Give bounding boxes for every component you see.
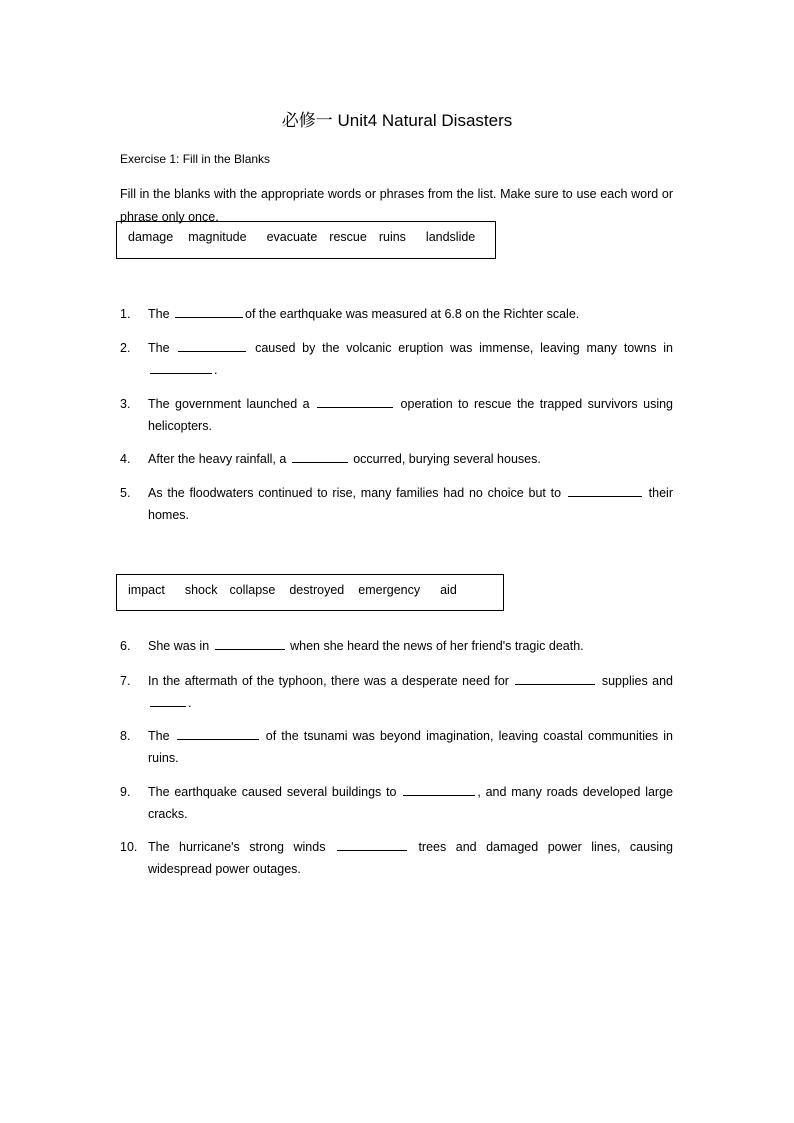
question-text: their homes. (148, 486, 674, 522)
question-item (120, 725, 673, 769)
answer-blank[interactable] (515, 672, 595, 685)
question-text: The (148, 307, 174, 321)
question-text: . (188, 696, 192, 710)
question-item (120, 781, 673, 825)
word-bank-item: emergency (358, 583, 421, 597)
word-box-2 (116, 574, 504, 611)
question-number: 2. (120, 341, 131, 355)
question-number: 6. (120, 639, 131, 653)
answer-blank[interactable] (150, 361, 212, 374)
answer-blank[interactable] (150, 694, 186, 707)
question-item (120, 448, 673, 470)
question-text: The hurricane's strong winds (148, 840, 335, 854)
answer-blank[interactable] (403, 783, 475, 796)
question-text: supplies and (597, 674, 674, 688)
instructions-text: Fill in the blanks with the appropriate words or phrases from the list. Make sure to use each word or phrase only once. (120, 187, 673, 224)
question-text: In the aftermath of the typhoon, there was a desperate need for (148, 674, 514, 688)
question-item (120, 635, 673, 657)
answer-blank[interactable] (215, 637, 285, 650)
question-text: As the floodwaters continued to rise, many families had no choice but to (148, 486, 566, 500)
word-bank-item: collapse (229, 583, 276, 597)
answer-blank[interactable] (178, 339, 246, 352)
question-text: of the earthquake was measured at 6.8 on the Richter scale. (245, 307, 580, 321)
answer-blank[interactable] (177, 727, 259, 740)
word-bank-item: impact (128, 583, 165, 597)
question-number: 10. (120, 840, 138, 854)
question-text: The (148, 341, 177, 355)
answer-blank[interactable] (175, 305, 243, 318)
question-text: when she heard the news of her friend's tragic death. (286, 639, 584, 653)
word-bank-item: destroyed (289, 583, 345, 597)
question-text: of the tsunami was beyond imagination, leaving coastal communities in ruins. (148, 729, 674, 765)
question-item (120, 836, 673, 880)
question-text: trees and damaged power lines, causing widespread power outages. (148, 840, 673, 876)
answer-blank[interactable] (317, 395, 393, 408)
exercise-heading: Exercise 1: Fill in the Blanks (120, 152, 271, 166)
question-item (120, 670, 673, 714)
question-number: 3. (120, 397, 131, 411)
question-text: The (148, 729, 175, 743)
question-number: 4. (120, 452, 131, 466)
question-text: caused by the volcanic eruption was immense, leaving many towns in (248, 341, 673, 355)
question-number: 9. (120, 785, 131, 799)
answer-blank[interactable] (568, 484, 642, 497)
question-number: 5. (120, 486, 131, 500)
answer-blank[interactable] (292, 450, 348, 463)
question-text: occurred, burying several houses. (349, 452, 541, 466)
question-text: , and many roads developed large cracks. (148, 785, 674, 821)
word-bank-item: evacuate (266, 230, 318, 244)
question-number: 8. (120, 729, 131, 743)
question-number: 7. (120, 674, 131, 688)
question-number: 1. (120, 307, 131, 321)
question-text: The government launched a (148, 397, 316, 411)
question-text: operation to rescue the trapped survivors using helicopters. (148, 397, 673, 433)
word-bank-item: damage (128, 230, 174, 244)
word-bank-item: ruins (378, 230, 406, 244)
word-bank-item: shock (184, 583, 218, 597)
word-bank-item: magnitude (188, 230, 247, 244)
question-item (120, 337, 673, 381)
word-bank-item: landslide (425, 230, 476, 244)
question-item (120, 482, 673, 526)
word-bank-item: aid (440, 583, 457, 597)
page-title: 必修一 Unit4 Natural Disasters (281, 111, 513, 130)
answer-blank[interactable] (337, 838, 407, 851)
question-item (120, 393, 673, 437)
question-text: The earthquake caused several buildings to (148, 785, 402, 799)
question-item (120, 303, 673, 325)
question-text: She was in (148, 639, 213, 653)
word-bank-item: rescue (329, 230, 367, 244)
word-box-1 (116, 221, 496, 259)
question-text: After the heavy rainfall, a (148, 452, 290, 466)
question-text: . (214, 363, 218, 377)
